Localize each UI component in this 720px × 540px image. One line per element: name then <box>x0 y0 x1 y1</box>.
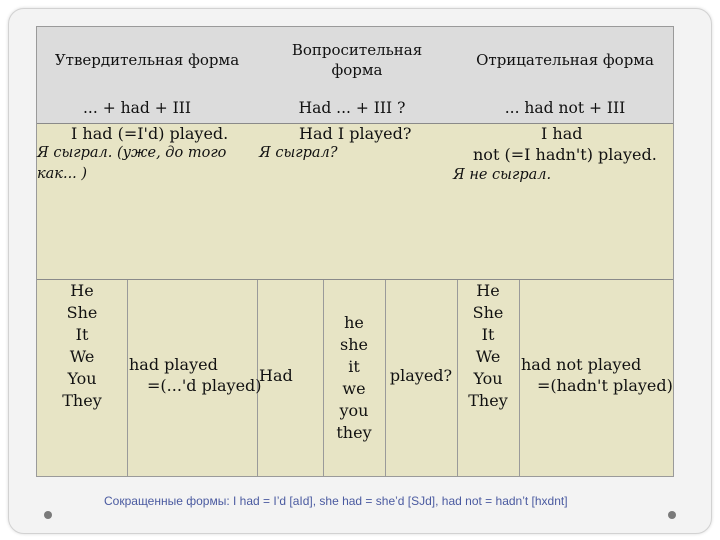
header-interrogative <box>257 27 457 93</box>
table-header-row <box>37 27 673 93</box>
list-item: You <box>473 369 503 388</box>
list-item: He <box>476 281 500 300</box>
example-affirmative-ru-line2: как... ) <box>37 166 88 182</box>
list-item: They <box>62 391 102 410</box>
formula-row <box>37 93 673 124</box>
list-item: We <box>69 347 95 366</box>
interrogative-aux: Had <box>259 366 293 385</box>
list-item: He <box>70 281 94 300</box>
header-interrogative-line1: Вопросительная <box>291 41 423 59</box>
negative-verb-line2: =(hadn't played) <box>537 376 673 395</box>
column-divider <box>127 280 128 476</box>
interrogative-pronoun-list <box>323 312 385 444</box>
list-item: It <box>75 325 89 344</box>
list-item: they <box>336 423 372 442</box>
interrogative-verb: played? <box>389 366 453 385</box>
list-item: You <box>67 369 97 388</box>
footnote-short-forms: Сокращенные формы: I had = I’d [aId], she had = she’d [SJd], had not = hadn’t [hxdnt] <box>104 494 568 508</box>
header-affirmative: Утвердительная форма <box>54 51 240 69</box>
bullet-dot <box>668 511 676 519</box>
example-interrogative-en: Had I played? <box>299 124 412 143</box>
list-item: he <box>344 313 364 332</box>
bullet-dot <box>44 511 52 519</box>
list-item: She <box>472 303 504 322</box>
negative-pronoun-list <box>457 280 519 412</box>
affirmative-pronoun-list <box>37 280 127 412</box>
header-interrogative-line2: форма <box>331 61 383 79</box>
list-item: it <box>348 357 360 376</box>
example-row <box>37 124 673 280</box>
affirmative-verb-line2: =(...'d played) <box>147 376 262 395</box>
example-affirmative-en: I had (=I'd) played. <box>71 124 229 143</box>
list-item: They <box>468 391 508 410</box>
list-item: we <box>342 379 366 398</box>
example-negative-en-line2: not (=I hadn't) played. <box>473 145 657 164</box>
list-item: you <box>339 401 369 420</box>
column-divider <box>519 280 520 476</box>
formula-affirmative: ... + had + III <box>83 99 191 117</box>
header-negative: Отрицательная форма <box>476 51 654 69</box>
example-negative-en-line1: I had <box>541 124 583 143</box>
conjugation-row <box>37 280 673 476</box>
grammar-table <box>36 26 674 477</box>
formula-interrogative: Had ... + III ? <box>298 99 406 117</box>
list-item: It <box>481 325 495 344</box>
affirmative-verb-line1: had played <box>129 355 218 374</box>
example-affirmative-ru-line1: Я сыграл. (уже, до того <box>37 145 227 161</box>
example-interrogative-ru: Я сыграл? <box>259 145 338 161</box>
formula-negative: ... had not + III <box>504 99 626 117</box>
example-negative-ru: Я не сыграл. <box>453 167 552 183</box>
list-item: she <box>340 335 368 354</box>
list-item: She <box>66 303 98 322</box>
list-item: We <box>475 347 501 366</box>
negative-verb-line1: had not played <box>521 355 642 374</box>
